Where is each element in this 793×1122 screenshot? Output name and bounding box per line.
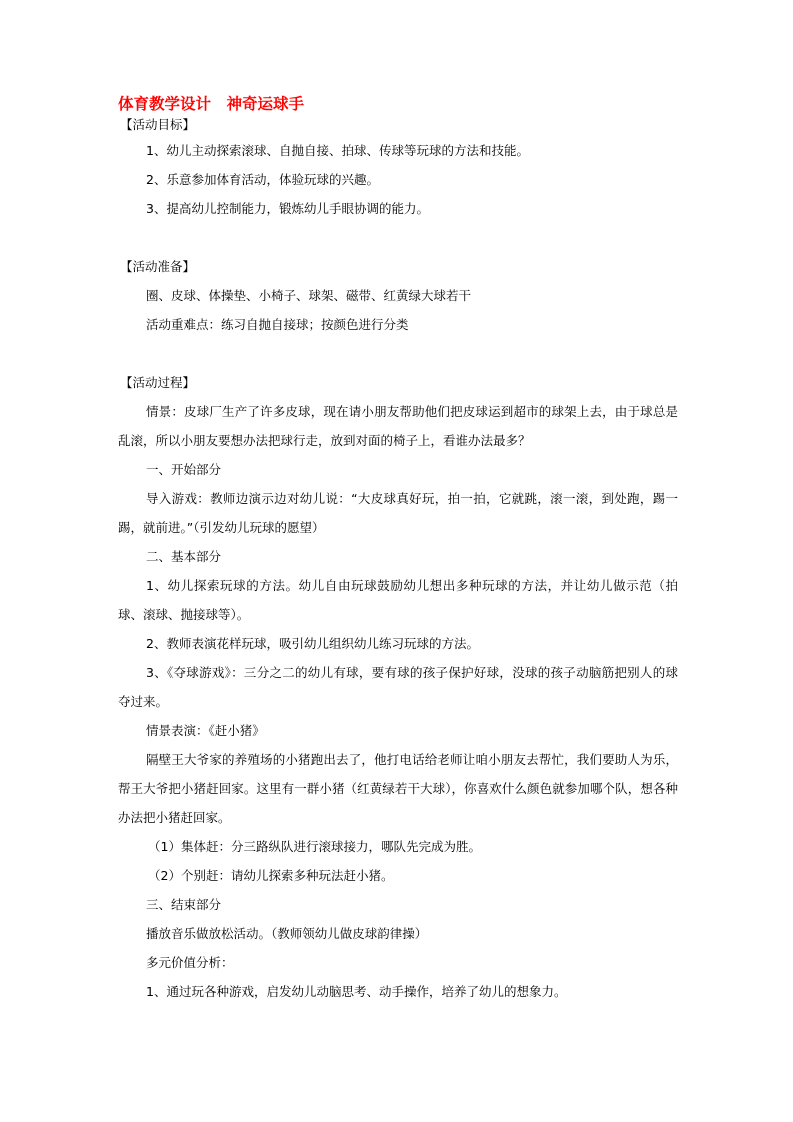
value-analysis-heading: 多元价值分析： bbox=[146, 955, 234, 970]
goal-item-2: 2、乐意参加体育活动，体验玩球的兴趣。 bbox=[146, 172, 379, 187]
scene-performance-heading: 情景表演：《赶小猪》 bbox=[146, 723, 265, 738]
group-chase-item: （1）集体赶：分三路纵队进行滚球接力，哪队先完成为胜。 bbox=[148, 839, 481, 854]
piglet-story-paragraph: 隔壁王大爷家的养殖场的小猪跑出去了，他打电话给老师让咱小朋友去帮忙，我们要助人为乐，帮王大爷把小猪赶回家。这里有一群小猪（红黄绿若干大球），你喜欢什么颜色就参加哪个队，想各种办法把小猪赶回家。 bbox=[118, 752, 678, 825]
part-two-heading: 二、基本部分 bbox=[146, 549, 222, 564]
ball-snatch-game-paragraph: 3、《夺球游戏》：三分之二的幼儿有球，要有球的孩子保护好球，没球的孩子动脑筋把别人的球夺过来。 bbox=[118, 665, 678, 709]
document-title: 体育教学设计 神奇运球手 bbox=[118, 94, 305, 113]
section-heading-preparation: 【活动准备】 bbox=[120, 259, 196, 274]
document-body bbox=[118, 94, 678, 1006]
explore-ball-paragraph: 1、幼儿探索玩球的方法。幼儿自由玩球鼓励幼儿想出多种玩球的方法，并让幼儿做示范（拍球、滚球、抛接球等）。 bbox=[118, 578, 678, 622]
section-heading-process: 【活动过程】 bbox=[120, 375, 196, 390]
goal-item-1: 1、幼儿主动探索滚球、自抛自接、拍球、传球等玩球的方法和技能。 bbox=[146, 143, 529, 158]
key-difficulty-points: 活动重难点：练习自抛自接球；按颜色进行分类 bbox=[146, 317, 409, 332]
preparation-materials: 圈、皮球、体操垫、小椅子、球架、磁带、红黄绿大球若干 bbox=[146, 288, 472, 303]
intro-game-paragraph: 导入游戏：教师边演示边对幼儿说：“大皮球真好玩，拍一拍，它就跳，滚一滚，到处跑，踢一踢，就前进。”（引发幼儿玩球的愿望） bbox=[118, 491, 678, 535]
teacher-demo-paragraph: 2、教师表演花样玩球，吸引幼儿组织幼儿练习玩球的方法。 bbox=[146, 636, 479, 651]
individual-chase-item: （2）个别赶：请幼儿探索多种玩法赶小猪。 bbox=[148, 868, 394, 883]
value-analysis-item-1: 1、通过玩各种游戏，启发幼儿动脑思考、动手操作，培养了幼儿的想象力。 bbox=[146, 984, 567, 999]
part-one-heading: 一、开始部分 bbox=[146, 462, 222, 477]
relaxation-activity-paragraph: 播放音乐做放松活动。（教师领幼儿做皮球韵律操） bbox=[146, 926, 428, 941]
goal-item-3: 3、提高幼儿控制能力，锻炼幼儿手眼协调的能力。 bbox=[146, 201, 429, 216]
scenario-paragraph: 情景：皮球厂生产了许多皮球，现在请小朋友帮助他们把皮球运到超市的球架上去，由于球总是乱滚，所以小朋友要想办法把球行走，放到对面的椅子上，看谁办法最多？ bbox=[118, 404, 678, 448]
part-three-heading: 三、结束部分 bbox=[146, 897, 222, 912]
section-heading-goals: 【活动目标】 bbox=[120, 117, 196, 132]
